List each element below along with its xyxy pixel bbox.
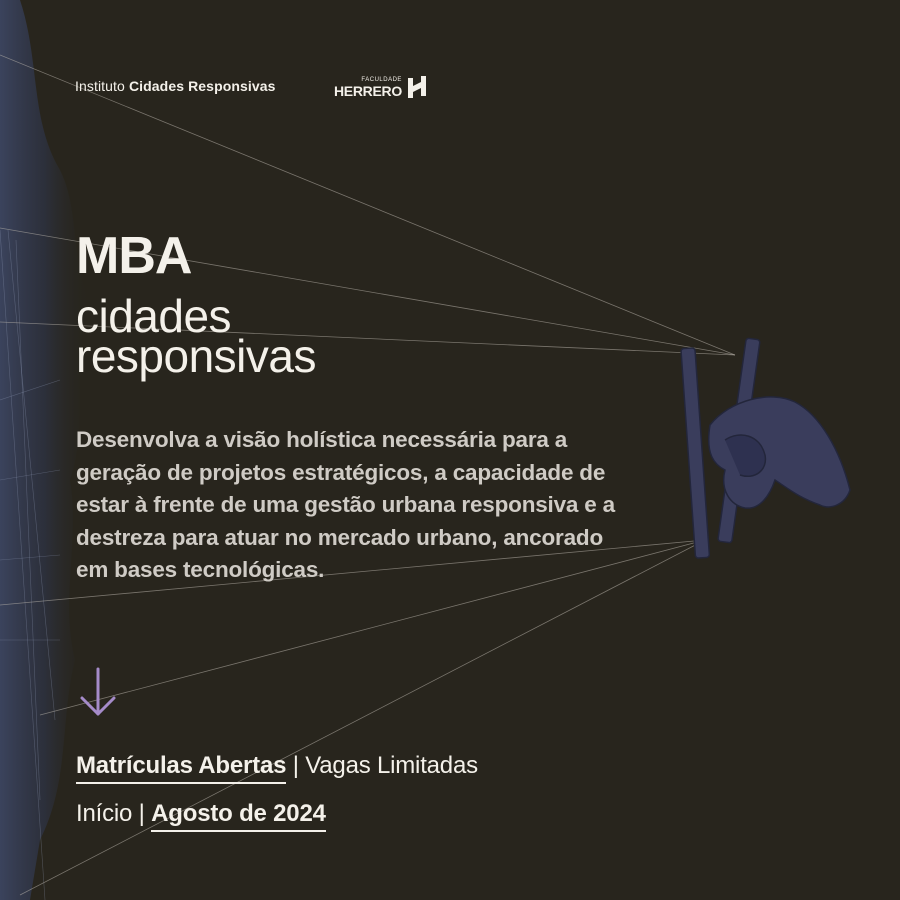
logo-mark-icon — [406, 76, 428, 98]
title-line-cidades: cidades — [76, 290, 232, 342]
institute-header — [75, 78, 276, 94]
logo-text — [334, 77, 402, 98]
arrow-down-icon — [78, 666, 118, 720]
start-date-value: Agosto de 2024 — [151, 800, 326, 832]
limited-spots-label: Vagas Limitadas — [305, 752, 478, 779]
faculdade-herrero-logo — [334, 76, 428, 98]
institute-name — [75, 78, 276, 94]
logo-small-text: FACULDADE — [361, 77, 402, 83]
logo-big-text: HERRERO — [334, 83, 402, 99]
title-mba: MBA — [76, 227, 192, 285]
hand-holding-stick-illustration — [670, 330, 860, 570]
enrollment-open-label: Matrículas Abertas — [76, 752, 286, 784]
title-subtitle — [76, 290, 316, 382]
title-line-responsivas: responsivas — [76, 330, 316, 382]
start-date-line — [76, 800, 326, 828]
institute-title: Cidades Responsivas — [128, 78, 276, 94]
separator: | — [138, 800, 145, 827]
start-label: Início — [76, 800, 133, 827]
institute-prefix: Instituto — [75, 78, 125, 94]
separator: | — [292, 752, 299, 779]
program-description: Desenvolva a visão holística necessária para a geração de projetos estratégicos, a capacidade de estar à frente de uma gestão urbana responsiva e a destreza para atuar no mercado urbano, ancorado em bases tecnológicas. — [76, 427, 615, 582]
enrollment-line — [76, 752, 478, 780]
